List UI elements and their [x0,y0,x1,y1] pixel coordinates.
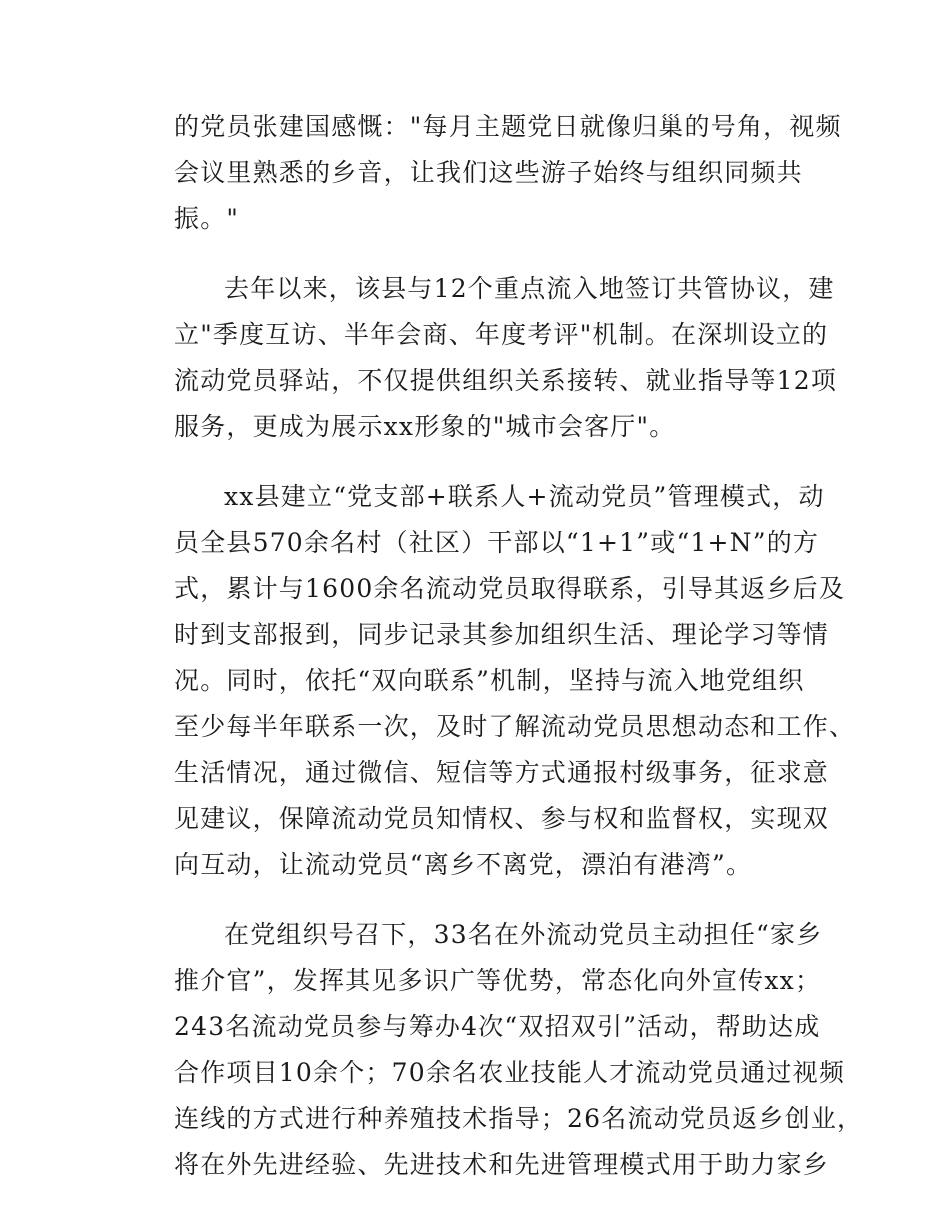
text-line: 时到支部报到，同步记录其参加组织生活、理论学习等情 [174,620,830,649]
text-line: 服务，更成为展示xx形象的"城市会客厅"。 [174,412,676,441]
text-line: 会议里熟悉的乡音，让我们这些游子始终与组织同频共 [174,158,803,187]
text-line: 的党员张建国感慨："每月主题党日就像归巢的号角，视频 [174,112,842,141]
text-line: 立"季度互访、半年会商、年度考评"机制。在深圳设立的 [174,320,829,349]
text-line: 推介官”，发挥其见多识广等优势，常态化向外宣传xx； [174,966,822,995]
text-line: 向互动，让流动党员“离乡不离党，漂泊有港湾”。 [174,850,753,879]
text-line: 况。同时，依托“双向联系”机制，坚持与流入地党组织 [174,666,805,695]
text-line: 将在外先进经验、先进技术和先进管理模式用于助力家乡 [174,1150,830,1179]
text-line: 式，累计与1600余名流动党员取得联系，引导其返乡后及 [174,574,846,603]
text-line: 去年以来，该县与12个重点流入地签订共管协议，建 [224,274,835,303]
text-line: 连线的方式进行种养殖技术指导；26名流动党员返乡创业， [174,1104,864,1133]
text-line: 见建议，保障流动党员知情权、参与权和监督权，实现双 [174,804,830,833]
text-line: 振。" [174,204,240,233]
text-line: xx县建立“党支部+联系人+流动党员”管理模式，动 [224,482,825,511]
text-line: 243名流动党员参与筹办4次“双招双引”活动，帮助达成 [174,1012,821,1041]
paragraph-2 [174,266,838,450]
text-line: 至少每半年联系一次，及时了解流动党员思想动态和工作、 [174,712,856,741]
article-body [174,104,864,1188]
paragraph-1 [174,104,842,242]
text-line: 员全县570余名村（社区）干部以“1+1”或“1+N”的方 [174,528,820,557]
text-line: 合作项目10余个；70余名农业技能人才流动党员通过视频 [174,1058,846,1087]
text-line: 生活情况，通过微信、短信等方式通报村级事务，征求意 [174,758,830,787]
text-line: 流动党员驿站，不仅提供组织关系接转、就业指导等12项 [174,366,838,395]
paragraph-4 [174,912,864,1188]
text-line: 在党组织号召下，33名在外流动党员主动担任“家乡 [224,920,823,949]
paragraph-3 [174,474,856,888]
